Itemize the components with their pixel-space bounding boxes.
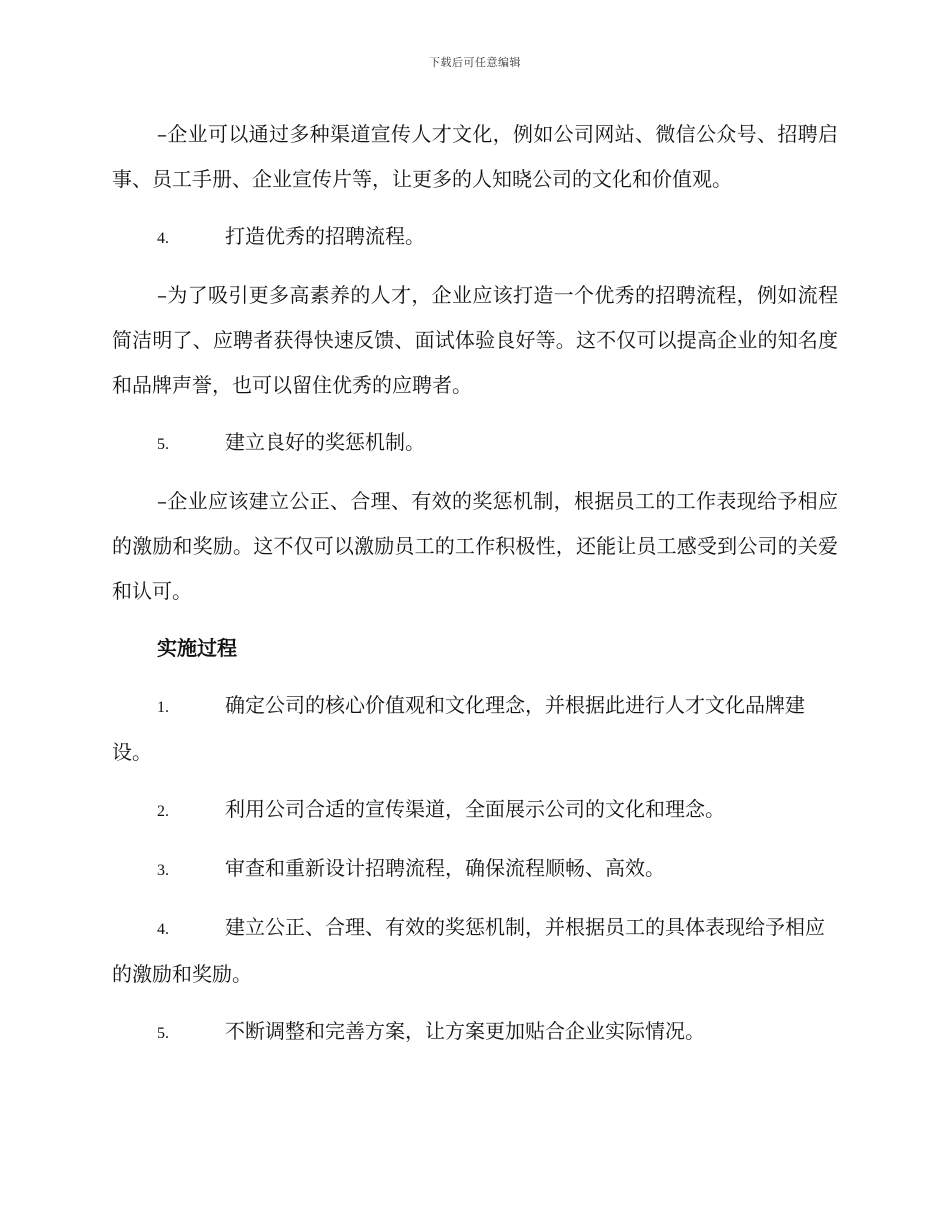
list-item-number: 2. — [157, 803, 169, 820]
list-item-number: 4. — [157, 921, 169, 938]
list-item-number: 5. — [157, 436, 169, 453]
section-heading: 实施过程 — [157, 636, 237, 660]
list-item-text: 建立良好的奖惩机制。 — [225, 430, 425, 454]
list-item — [112, 787, 838, 834]
list-item-text: 建立公正、合理、有效的奖惩机制，并根据员工的具体表现给予相应的激励和奖励。 — [112, 915, 825, 986]
list-item — [112, 683, 838, 775]
list-item — [112, 846, 838, 893]
list-item — [112, 214, 838, 261]
list-item-number: 1. — [157, 699, 169, 716]
page-header: 下载后可任意编辑 — [429, 56, 521, 69]
list-item-text: 确定公司的核心价值观和文化理念，并根据此进行人才文化品牌建设。 — [112, 693, 805, 764]
list-item-number: 5. — [157, 1025, 169, 1042]
list-item-text: 审查和重新设计招聘流程，确保流程顺畅、高效。 — [225, 856, 665, 880]
list-item — [112, 420, 838, 467]
document-body — [112, 112, 838, 1068]
list-item-number: 4. — [157, 230, 169, 247]
list-item-text: 不断调整和完善方案，让方案更加贴合企业实际情况。 — [225, 1019, 705, 1043]
list-item — [112, 905, 838, 997]
list-item-text: 打造优秀的招聘流程。 — [225, 224, 425, 248]
list-item — [112, 1009, 838, 1056]
list-item-number: 3. — [157, 862, 169, 879]
paragraph: –企业应该建立公正、合理、有效的奖惩机制，根据员工的工作表现给予相应的激励和奖励。这不仅可以激励员工的工作积极性，还能让员工感受到公司的关爱和认可。 — [112, 489, 838, 603]
paragraph: –为了吸引更多高素养的人才，企业应该打造一个优秀的招聘流程，例如流程简洁明了、应聘者获得快速反馈、面试体验良好等。这不仅可以提高企业的知名度和品牌声誉，也可以留住优秀的应聘者。 — [112, 283, 838, 397]
paragraph: –企业可以通过多种渠道宣传人才文化，例如公司网站、微信公众号、招聘启事、员工手册、企业宣传片等，让更多的人知晓公司的文化和价值观。 — [112, 122, 838, 191]
list-item-text: 利用公司合适的宣传渠道，全面展示公司的文化和理念。 — [225, 797, 725, 821]
